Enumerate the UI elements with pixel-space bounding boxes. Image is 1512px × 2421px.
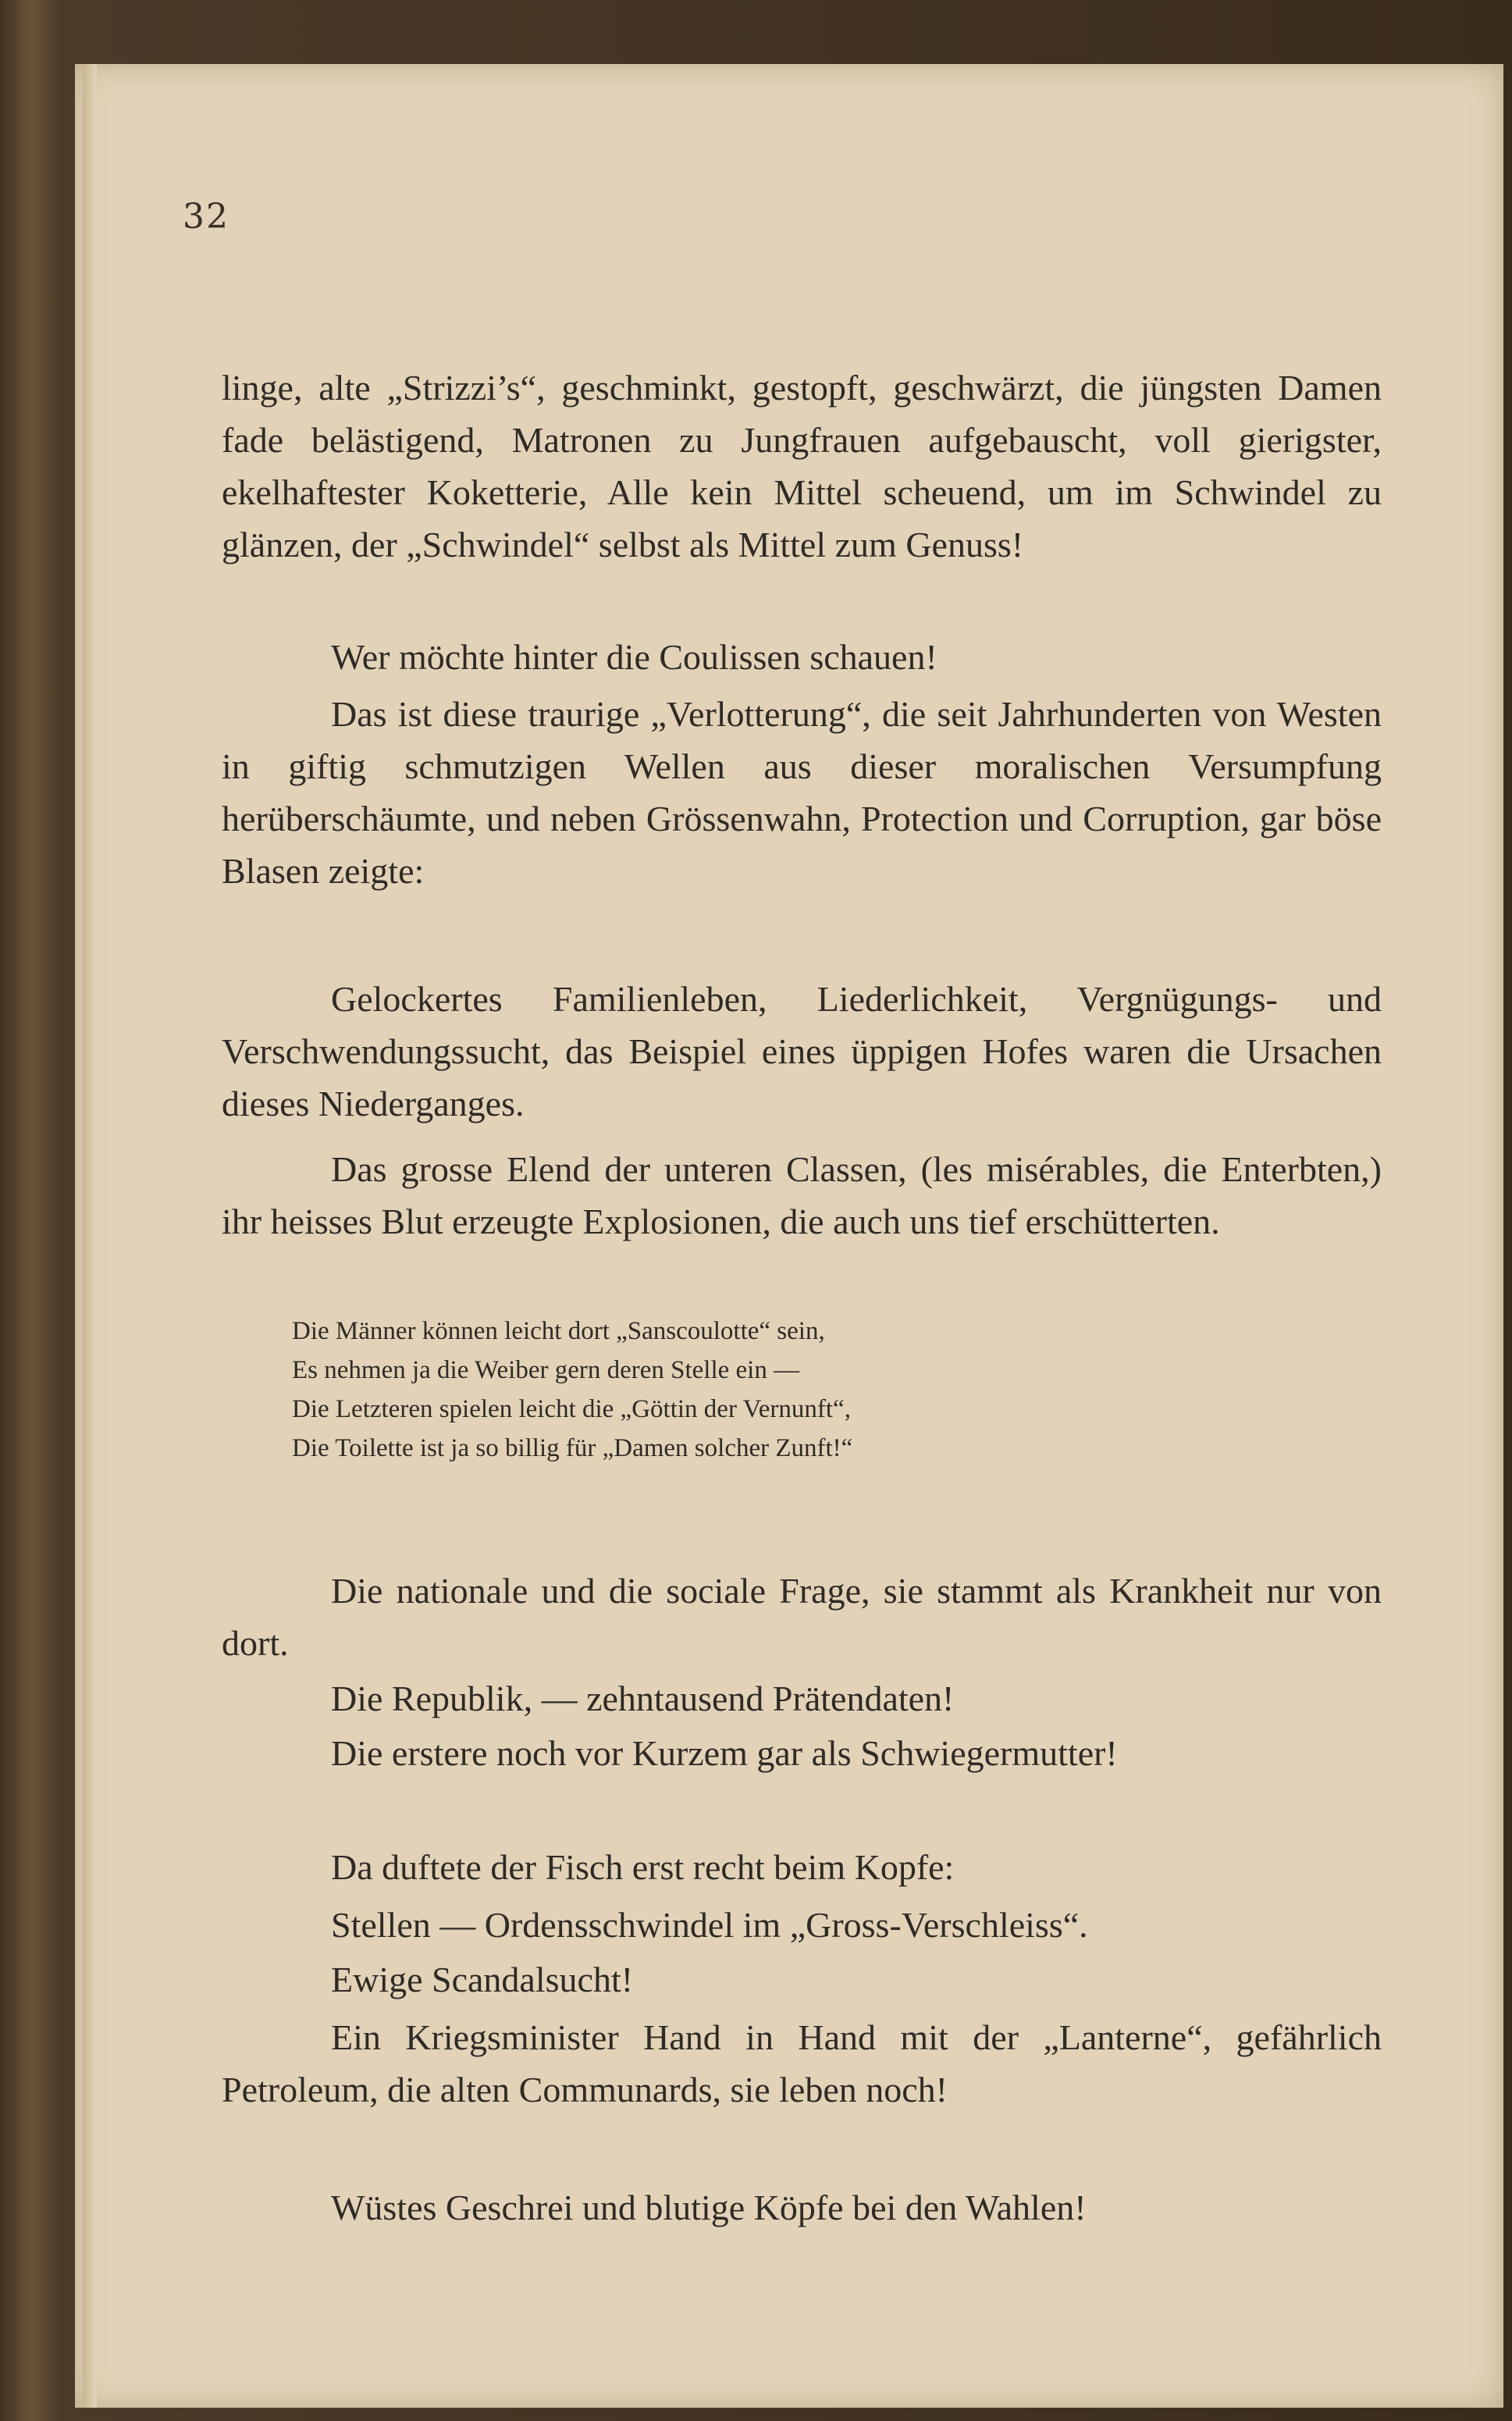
verse-line: Die Letzteren spielen leicht die „Göttin der Vernunft“, bbox=[292, 1395, 851, 1423]
paragraph: Das ist diese traurige „Verlotterung“, die seit Jahrhunderten von Westen in giftig schmutzigen Wellen aus dieser moralischen Versumpfung herüberschäumte, und neben Grössenwahn, Protection und Corruption, gar böse Blasen zeigte: bbox=[222, 694, 1382, 891]
paragraph: Die nationale und die sociale Frage, sie stammt als Krankheit nur von dort. bbox=[222, 1571, 1382, 1663]
paragraph: Ewige Scandalsucht! bbox=[331, 1960, 634, 1999]
paragraph: Stellen — Ordensschwindel im „Gross-Verschleiss“. bbox=[331, 1905, 1088, 1945]
verse-line: Die Männer können leicht dort „Sanscoulotte“ sein, bbox=[292, 1317, 825, 1345]
paragraph-continued: linge, alte „Strizzi’s“, geschminkt, gestopft, geschwärzt, die jüngsten Damen fade belästigend, Matronen zu Jungfrauen aufgebauscht, voll gierigster, ekelhaftester Koketterie, Alle kein Mittel scheuend, um im Schwindel zu glänzen, der „Schwindel“ selbst als Mittel zum Genuss! bbox=[222, 368, 1382, 564]
verse-line: Die Toilette ist ja so billig für „Damen solcher Zunft!“ bbox=[292, 1434, 853, 1462]
paragraph: Gelockertes Familienleben, Liederlichkeit, Vergnügungs- und Verschwendungssucht, das Beispiel eines üppigen Hofes waren die Ursachen dieses Niederganges. bbox=[222, 979, 1382, 1123]
paragraph: Da duftete der Fisch erst recht beim Kopfe: bbox=[331, 1847, 955, 1887]
paragraph: Die Republik, — zehntausend Prätendaten! bbox=[331, 1679, 955, 1718]
paragraph: Das grosse Elend der unteren Classen, (les misérables, die Enterbten,) ihr heisses Blut erzeugte Explosionen, die auch uns tief erschütterten. bbox=[222, 1149, 1382, 1241]
book-page bbox=[75, 64, 1503, 2408]
paragraph: Wer möchte hinter die Coulissen schauen! bbox=[331, 637, 937, 677]
paragraph: Die erstere noch vor Kurzem gar als Schwiegermutter! bbox=[331, 1733, 1118, 1773]
paragraph: Wüstes Geschrei und blutige Köpfe bei den Wahlen! bbox=[331, 2188, 1087, 2227]
verse-line: Es nehmen ja die Weiber gern deren Stelle ein — bbox=[292, 1356, 800, 1384]
verse-block bbox=[292, 1312, 1385, 1468]
page-number: 32 bbox=[183, 197, 229, 237]
page-content bbox=[75, 64, 1503, 2408]
paragraph: Ein Kriegsminister Hand in Hand mit der „Lanterne“, gefährlich Petroleum, die alten Communards, sie leben noch! bbox=[222, 2017, 1382, 2109]
